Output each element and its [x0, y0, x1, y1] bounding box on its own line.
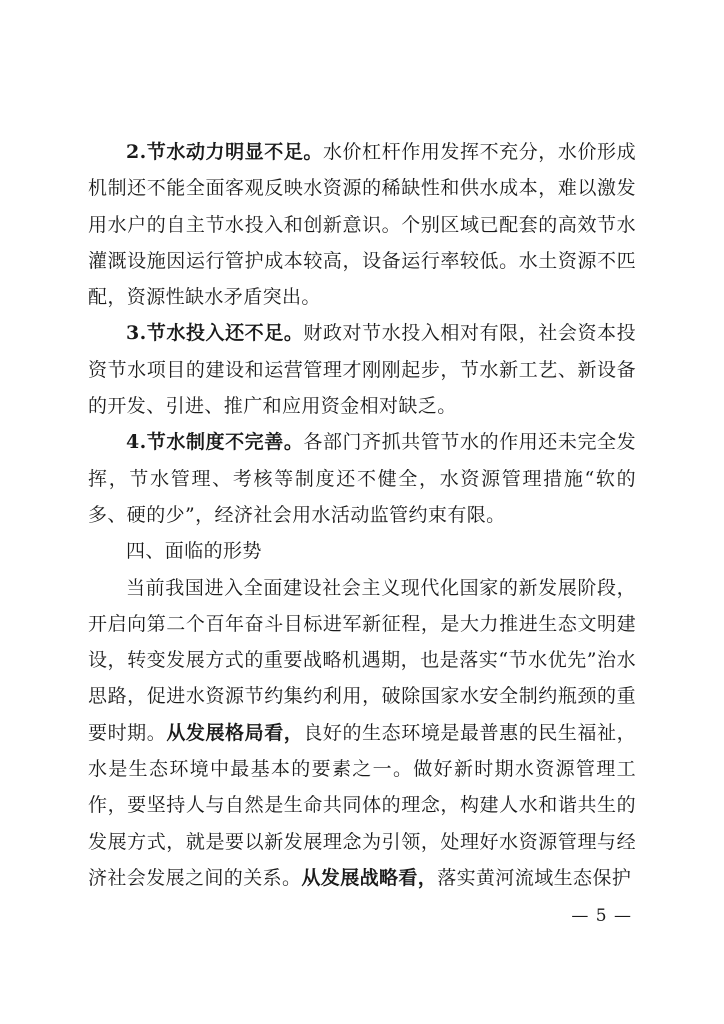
situation-bold-2: 从发展战略看， — [301, 866, 438, 889]
situation-text-1: 当前我国进入全面建设社会主义现代化国家的新发展阶段，开启向第二个百年奋斗目标进军新征程，是大力推进生态文明建设，转变发展方式的重要战略机遇期，也是落实“节水优先”治水思路，促进水资源节约集约利用，破除国家水安全制约瓶颈的重要时期。 — [88, 576, 636, 744]
situation-bold-1: 从发展格局看， — [166, 721, 304, 744]
document-page — [88, 134, 636, 896]
paragraph-body: 各部门齐抓共管节水的作用还未完全发挥，节水管理、考核等制度还不健全，水资源管理措施“软的多、硬的少”，经济社会用水活动监管约束有限。 — [88, 431, 636, 526]
paragraph-current-situation — [88, 570, 636, 897]
paragraph-body: 水价杠杆作用发挥不充分，水价形成机制还不能全面客观反映水资源的稀缺性和供水成本，难以激发用水户的自主节水投入和创新意识。个别区域已配套的高效节水灌溉设施因运行管护成本较高，设备运行率较低。水土资源不匹配，资源性缺水矛盾突出。 — [88, 141, 636, 309]
paragraph-lead: 2.节水动力明显不足。 — [126, 141, 323, 163]
situation-text-2: 良好的生态环境是最普惠的民生福祉，水是生态环境中最基本的要素之一。做好新时期水资源管理工作，要坚持人与自然是生命共同体的理念，构建人水和谐共生的发展方式，就是要以新发展理念为引领，处理好水资源管理与经济社会发展之间的关系。 — [88, 721, 636, 889]
paragraph-lead: 3.节水投入还不足。 — [126, 322, 304, 345]
paragraph-water-saving-investment — [88, 315, 636, 424]
page-number: — 5 — — [571, 906, 632, 926]
section-heading: 四、面临的形势 — [126, 540, 262, 563]
paragraph-body: 财政对节水投入相对有限，社会资本投资节水项目的建设和运营管理才刚刚起步，节水新工艺、新设备的开发、引进、推广和应用资金相对缺乏。 — [88, 322, 636, 418]
situation-text-3: 落实黄河流域生态保护 — [437, 866, 632, 889]
paragraph-water-saving-system — [88, 424, 636, 533]
paragraph-water-saving-motivation — [88, 134, 636, 315]
paragraph-lead: 4.节水制度不完善。 — [126, 431, 304, 454]
